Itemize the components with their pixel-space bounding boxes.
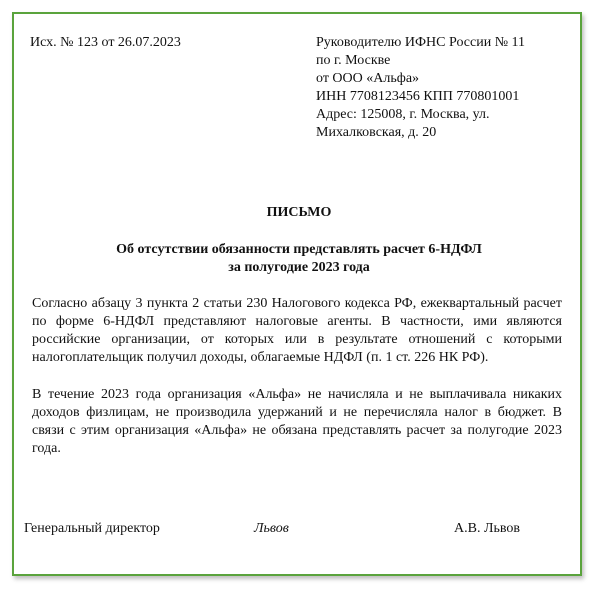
addressee-line: Руководителю ИФНС России № 11: [316, 35, 526, 50]
addressee-line: от ООО «Альфа»: [316, 71, 420, 86]
addressee-line: Михалковская, д. 20: [316, 125, 437, 140]
addressee-line: ИНН 7708123456 КПП 770801001: [316, 89, 520, 104]
signatory-name: А.В. Львов: [454, 521, 520, 536]
addressee-block: [316, 34, 525, 142]
subject-line-2: за полугодие 2023 года: [228, 260, 370, 275]
body-paragraph-1: Согласно абзацу 3 пункта 2 статьи 230 Налогового кодекса РФ, ежеквартальный расчет по форме 6-НДФЛ представляют налоговые агенты. В частности, ими являются российские организации, от которых или в результате отношений с которыми налогоплательщик получил доходы, облагаемые НДФЛ (п. 1 ст. 226 НК РФ).: [32, 296, 562, 365]
addressee-line: Адрес: 125008, г. Москва, ул.: [316, 107, 490, 122]
addressee-line: по г. Москве: [316, 53, 391, 68]
outgoing-reference: Исх. № 123 от 26.07.2023: [30, 35, 181, 50]
document-type-title: ПИСЬМО: [266, 205, 332, 220]
handwritten-signature: Львов: [254, 521, 289, 536]
letter-frame: [12, 12, 582, 576]
body-paragraph-2: В течение 2023 года организация «Альфа» не начисляла и не выплачивала никаких доходов физлицам, не производила удержаний и не перечисляла налог в бюджет. В связи с этим организация «Альфа» не обязана представлять расчет за полугодие 2023 года.: [32, 387, 562, 456]
signatory-position: Генеральный директор: [24, 521, 160, 536]
subject-line-1: Об отсутствии обязанности представлять расчет 6-НДФЛ: [116, 242, 482, 257]
